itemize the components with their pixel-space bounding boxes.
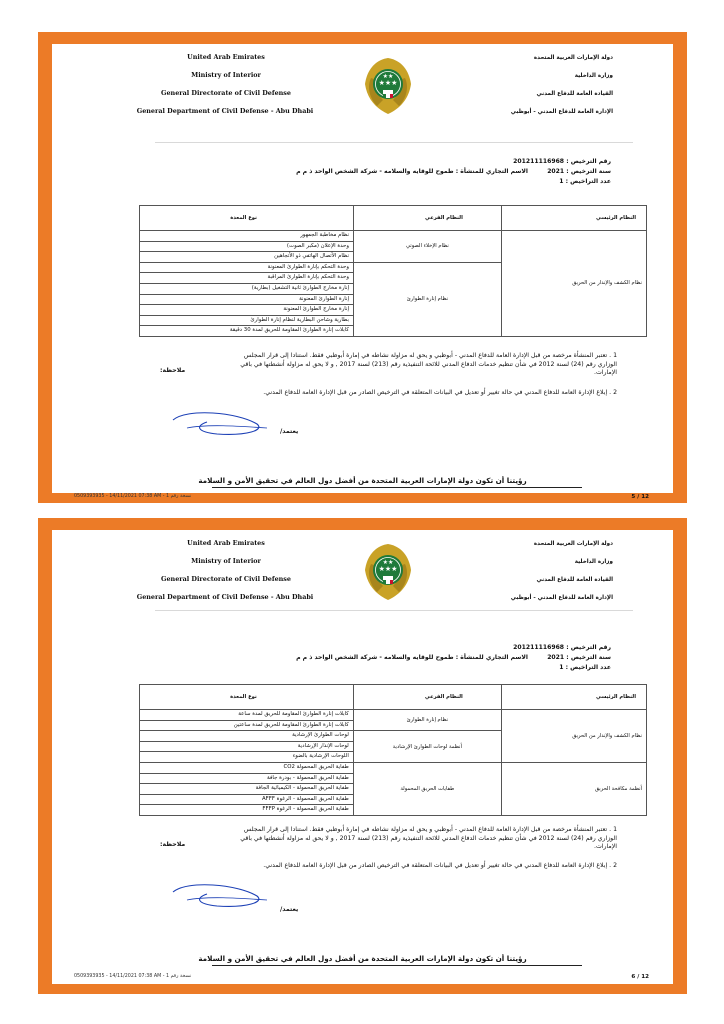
- page-number: 5 / 12: [631, 494, 649, 500]
- device-cell: بطارية وشاحن البطارية لنظام إنارة الطوارئ: [140, 315, 354, 326]
- license-number-label: رقم الترخيص :: [566, 644, 611, 651]
- note-1: [174, 352, 617, 378]
- header-main-system: النظام الرئيسي: [501, 685, 646, 710]
- header-divider: [155, 142, 633, 143]
- license-year-value: 2021: [547, 654, 565, 661]
- device-cell: طفاية الحريق المحمولة - بودرة جافة: [140, 773, 354, 784]
- header-divider: [155, 610, 633, 611]
- license-count-value: 1: [559, 178, 564, 185]
- svg-text:★★: ★★: [382, 559, 394, 566]
- table-row: [140, 231, 647, 242]
- uae-emblem-icon: [357, 538, 419, 604]
- license-count-label: عدد التراخيص :: [565, 178, 611, 185]
- systems-table-1: [139, 205, 647, 337]
- header-sub-system: النظام الفرعي: [353, 206, 501, 231]
- license-year-value: 2021: [547, 168, 565, 175]
- main-system-cell: نظام الكشف والإنذار من الحريق: [501, 710, 646, 763]
- svg-text:★★★: ★★★: [378, 565, 398, 573]
- header-en-line: Ministry of Interior: [191, 71, 261, 79]
- header-en-line: Ministry of Interior: [191, 557, 261, 565]
- note-1-line: 1 . تعتبر المنشأة مرخصة من قبل الإدارة العامة للدفاع المدني - أبوظبي و يحق له مزاولة نشاطه في إمارة أبوظبي فقط. استنادا إلى قرار المجلس: [243, 352, 617, 359]
- header-ar-line: الإدارة العامة للدفاع المدني - أبوظبي: [510, 109, 613, 115]
- page-frame-1: [38, 32, 687, 503]
- document-page-2: [52, 530, 673, 984]
- sub-system-cell: أنظمة لوحات الطوارئ الإرشادية: [353, 731, 501, 763]
- header-en-line: General Directorate of Civil Defense: [161, 89, 291, 97]
- sub-system-cell: نظام الإخلاء الصوتي: [353, 231, 501, 263]
- note-1: [174, 826, 617, 852]
- table-header-row: [140, 685, 647, 710]
- device-cell: نظام الأتصال الهاتفي ذو الأتجاهين: [140, 252, 354, 263]
- note-1-line: الإمارات.: [594, 843, 617, 851]
- header-ar-line: دولة الإمارات العربية المتحدة: [533, 541, 613, 547]
- license-count: [559, 664, 611, 671]
- device-cell: طفاية الحريق المحمولة - الرغوة FFFP: [140, 805, 354, 816]
- header-en-line: General Department of Civil Defense - Abu Dhabi: [136, 107, 314, 115]
- license-number-label: رقم الترخيص :: [566, 158, 611, 165]
- device-cell: وحدة التحكم بإنارة الطوارئ المعنونة: [140, 262, 354, 273]
- page-frame-2: [38, 518, 687, 994]
- header-ar-line: وزارة الداخلية: [574, 559, 613, 565]
- license-number: [513, 158, 611, 165]
- header-en-line: United Arab Emirates: [187, 53, 265, 61]
- license-number-value: 201211116968: [513, 644, 565, 651]
- vision-underline: [212, 487, 582, 488]
- license-year-label: سنة الترخيص :: [566, 654, 611, 661]
- notes-label: ملاحظة:: [160, 367, 186, 374]
- header-device-type: نوع المعدة: [140, 685, 354, 710]
- license-year: [547, 654, 611, 661]
- device-cell: كابلات إنارة الطوارئ المقاومة للحريق لمدة ساعتين: [140, 720, 354, 731]
- license-year: [547, 168, 611, 175]
- device-cell: إنارة مخارج الطوارئ المعنونة: [140, 305, 354, 316]
- note-1-line: الإمارات.: [594, 369, 617, 377]
- uae-emblem-icon: [357, 52, 419, 118]
- license-count-label: عدد التراخيص :: [565, 664, 611, 671]
- note-1-line: الوزاري رقم (24) لسنة 2012 في شأن تنظيم خدمات الدفاع المدني للائحة التنفيذية رقم (213) لسنة 2017 , و لا يحق له مزاولة أنشطتها في باقي: [240, 834, 617, 842]
- device-cell: طفاية الحريق المحمولة CO2: [140, 762, 354, 773]
- header-ar-line: القيادة العامة للدفاع المدني: [536, 91, 613, 97]
- license-number-value: 201211116968: [513, 158, 565, 165]
- approved-label: يعتمد/: [280, 428, 299, 435]
- vision-statement: رؤيتنا أن تكون دولة الإمارات العربية المتحدة من أفضل دول العالم في تحقيق الأمن و السلامة: [198, 954, 527, 963]
- footer-print-info: 0509393935 - 14/11/2021 07:38 AM - نسخة رقم 1: [74, 974, 192, 979]
- license-year-label: سنة الترخيص :: [566, 168, 611, 175]
- trade-name: الاسم التجاري للمنشأة : طموح للوقايه والسلامه - شركة الشخص الواحد ذ م م: [296, 654, 528, 661]
- header-en-line: General Directorate of Civil Defense: [161, 575, 291, 583]
- svg-text:★★: ★★: [382, 73, 394, 80]
- trade-name: الاسم التجاري للمنشأة : طموح للوقايه والسلامه - شركة الشخص الواحد ذ م م: [296, 168, 528, 175]
- note-2: 2 . إبلاغ الإدارة العامة للدفاع المدني في حالة تغيير أو تعديل في البيانات المتعلقة في الترخيص الصادر من قبل الإدارة العامة للدفاع المدني.: [263, 862, 617, 869]
- signature-icon: [167, 878, 277, 914]
- sub-system-cell: نظام إنارة الطوارئ: [353, 710, 501, 731]
- note-1-line: الوزاري رقم (24) لسنة 2012 في شأن تنظيم خدمات الدفاع المدني للائحة التنفيذية رقم (213) لسنة 2017 , و لا يحق له مزاولة أنشطتها في باقي: [240, 360, 617, 368]
- sub-system-cell: نظام إنارة الطوارئ: [353, 262, 501, 336]
- device-cell: طفاية الحريق المحمولة - الرغوة AFFF: [140, 794, 354, 805]
- header-ar-line: وزارة الداخلية: [574, 73, 613, 79]
- main-system-cell: أنظمة مكافحة الحريق: [501, 762, 646, 815]
- header-ar-line: دولة الإمارات العربية المتحدة: [533, 55, 613, 61]
- notes-label: ملاحظة:: [160, 841, 186, 848]
- page-number: 6 / 12: [631, 974, 649, 980]
- sub-system-cell: طفايات الحريق المحمولة: [353, 762, 501, 815]
- header-en-line: United Arab Emirates: [187, 539, 265, 547]
- device-cell: اللوحات الإرشادية بالضوء: [140, 752, 354, 763]
- device-cell: نظام مخاطبة الجمهور: [140, 231, 354, 242]
- license-count-value: 1: [559, 664, 564, 671]
- device-cell: وحدة التحكم بإنارة الطوارئ المراقبة: [140, 273, 354, 284]
- device-cell: كابلات إنارة الطوارئ المقاومة للحريق لمدة ساعة: [140, 710, 354, 721]
- device-cell: إنارة الطوارئ المعنونة: [140, 294, 354, 305]
- device-cell: لوحات الإنذار الإرشادية: [140, 741, 354, 752]
- license-number: [513, 644, 611, 651]
- header-en-line: General Department of Civil Defense - Abu Dhabi: [136, 593, 314, 601]
- main-system-cell: نظام الكشف والإنذار من الحريق: [501, 231, 646, 337]
- device-cell: إنارة مخارج الطوارئ ثانية التشغيل (بطارية): [140, 283, 354, 294]
- header-device-type: نوع المعدة: [140, 206, 354, 231]
- footer-print-info: 0509393935 - 14/11/2021 07:38 AM - نسخة رقم 1: [74, 494, 192, 499]
- table-row: [140, 762, 647, 773]
- table-header-row: [140, 206, 647, 231]
- approved-label: يعتمد/: [280, 906, 299, 913]
- header-ar-line: الإدارة العامة للدفاع المدني - أبوظبي: [510, 595, 613, 601]
- header-sub-system: النظام الفرعي: [353, 685, 501, 710]
- header-ar-line: القيادة العامة للدفاع المدني: [536, 577, 613, 583]
- note-2: 2 . إبلاغ الإدارة العامة للدفاع المدني في حالة تغيير أو تعديل في البيانات المتعلقة في الترخيص الصادر من قبل الإدارة العامة للدفاع المدني.: [263, 389, 617, 396]
- device-cell: طفاية الحريق المحمولة - الكيميائية الجافة: [140, 784, 354, 795]
- header-main-system: النظام الرئيسي: [501, 206, 646, 231]
- vision-statement: رؤيتنا أن تكون دولة الإمارات العربية المتحدة من أفضل دول العالم في تحقيق الأمن و السلامة: [198, 476, 527, 485]
- systems-table-2: [139, 684, 647, 816]
- device-cell: كابلات إنارة الطوارئ المقاومة للحريق لمدة 30 دقيقة: [140, 326, 354, 337]
- svg-text:★★★: ★★★: [378, 79, 398, 87]
- table-row: [140, 710, 647, 721]
- device-cell: لوحات الطوارئ الإرشادية: [140, 731, 354, 742]
- vision-underline: [212, 965, 582, 966]
- license-count: [559, 178, 611, 185]
- signature-icon: [167, 406, 277, 442]
- document-page-1: [52, 44, 673, 500]
- device-cell: وحدة الإعلان (مكبر الصوت): [140, 241, 354, 252]
- note-1-line: 1 . تعتبر المنشأة مرخصة من قبل الإدارة العامة للدفاع المدني - أبوظبي و يحق له مزاولة نشاطه في إمارة أبوظبي فقط. استنادا إلى قرار المجلس: [243, 826, 617, 833]
